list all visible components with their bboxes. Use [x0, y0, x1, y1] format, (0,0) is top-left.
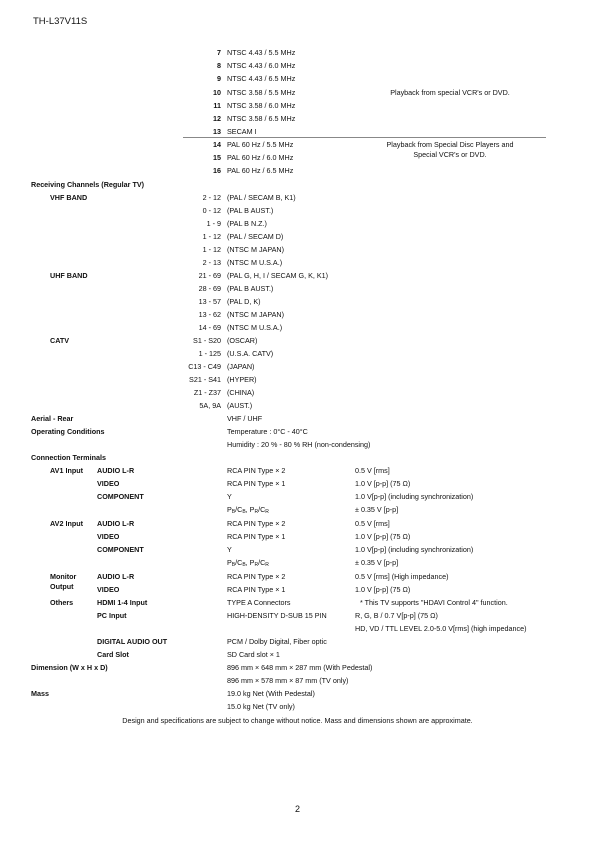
av2-video-spec: 1.0 V [p-p] (75 Ω) — [355, 532, 411, 541]
row-number: 15 — [213, 153, 221, 162]
av2-component-y: Y — [227, 545, 232, 554]
channel-range: 1 - 12 — [202, 232, 221, 241]
av1-audio-type: RCA PIN Type × 2 — [227, 466, 286, 475]
row-number: 9 — [217, 74, 221, 83]
uhf-band-label: UHF BAND — [50, 271, 88, 280]
row-system: PAL 60 Hz / 5.5 MHz — [227, 140, 294, 149]
av2-component-pbpr: $P_B/C_B$, $P_R/C_R$ — [227, 558, 269, 568]
channel-range: 13 - 62 — [198, 310, 221, 319]
channel-range: 21 - 69 — [198, 271, 221, 280]
av2-component-y-spec: 1.0 V[p-p] (including synchronization) — [355, 545, 474, 554]
operating-label: Operating Conditions — [31, 427, 105, 436]
channel-range: 13 - 57 — [198, 297, 221, 306]
channel-system: (PAL / SECAM D) — [227, 232, 284, 241]
channel-range: 5A, 9A — [199, 401, 221, 410]
table-divider — [183, 137, 546, 138]
hdmi-label: HDMI 1-4 Input — [97, 598, 148, 607]
channel-range: 2 - 12 — [202, 193, 221, 202]
channel-range: 0 - 12 — [202, 206, 221, 215]
av1-input-label: AV1 Input — [50, 466, 84, 475]
hdmi-type: TYPE A Connectors — [227, 598, 291, 607]
channel-system: (NTSC M U.S.A.) — [227, 258, 283, 267]
row-system: PAL 60 Hz / 6.5 MHz — [227, 166, 294, 175]
av2-audio-type: RCA PIN Type × 2 — [227, 519, 286, 528]
page-number: 2 — [294, 804, 300, 814]
channel-range: C13 - C49 — [188, 362, 221, 371]
pc-input-spec-rgb: R, G, B / 0.7 V[p-p] (75 Ω) — [355, 611, 438, 620]
dimension-label: Dimension (W x H x D) — [31, 663, 108, 672]
monitor-audio-spec: 0.5 V [rms] (High impedance) — [355, 572, 449, 581]
monitor-audio-label: AUDIO L-R — [97, 572, 135, 581]
monitor-video-label: VIDEO — [97, 585, 120, 594]
row-number: 8 — [217, 61, 221, 70]
model-header: TH-L37V11S — [33, 16, 88, 27]
av2-audio-label: AUDIO L-R — [97, 519, 135, 528]
row-number: 14 — [213, 140, 221, 149]
pc-input-type: HIGH-DENSITY D-SUB 15 PIN — [227, 611, 327, 620]
row-system: NTSC 4.43 / 5.5 MHz — [227, 48, 296, 57]
row-number: 16 — [213, 166, 221, 175]
card-slot-type: SD Card slot × 1 — [227, 650, 280, 659]
av1-video-spec: 1.0 V [p-p] (75 Ω) — [355, 479, 411, 488]
av2-video-type: RCA PIN Type × 1 — [227, 532, 286, 541]
channel-range: 14 - 69 — [198, 323, 221, 332]
digital-audio-type: PCM / Dolby Digital, Fiber optic — [227, 637, 327, 646]
others-label: Others — [50, 598, 74, 607]
row-system: NTSC 4.43 / 6.5 MHz — [227, 74, 296, 83]
channel-system: (NTSC M U.S.A.) — [227, 323, 283, 332]
dimension-with-pedestal: 896 mm × 648 mm × 287 mm (With Pedestal) — [227, 663, 373, 672]
av2-video-label: VIDEO — [97, 532, 120, 541]
monitor-video-spec: 1.0 V [p-p] (75 Ω) — [355, 585, 411, 594]
av2-component-pbpr-spec: ± 0.35 V [p-p] — [355, 558, 399, 567]
av2-component-label: COMPONENT — [97, 545, 144, 554]
row-system: PAL 60 Hz / 6.0 MHz — [227, 153, 294, 162]
dimension-tv-only: 896 mm × 578 mm × 87 mm (TV only) — [227, 676, 349, 685]
card-slot-label: Card Slot — [97, 650, 129, 659]
mass-label: Mass — [31, 689, 49, 698]
monitor-audio-type: RCA PIN Type × 2 — [227, 572, 286, 581]
channel-range: 1 - 125 — [198, 349, 221, 358]
av1-component-label: COMPONENT — [97, 492, 144, 501]
aerial-value: VHF / UHF — [227, 414, 263, 423]
channel-system: (PAL B AUST.) — [227, 206, 274, 215]
av2-audio-spec: 0.5 V [rms] — [355, 519, 390, 528]
channel-system: (CHINA) — [227, 388, 255, 397]
playback-note-vcr: Playback from special VCR's or DVD. — [390, 88, 510, 97]
row-number: 7 — [217, 48, 221, 57]
channel-range: 2 - 13 — [202, 258, 221, 267]
channel-system: (PAL B AUST.) — [227, 284, 274, 293]
channel-range: 1 - 12 — [202, 245, 221, 254]
av1-video-type: RCA PIN Type × 1 — [227, 479, 286, 488]
channel-system: (AUST.) — [227, 401, 253, 410]
av1-audio-label: AUDIO L-R — [97, 466, 135, 475]
playback-note-disc-line2: Special VCR's or DVD. — [413, 150, 487, 159]
channel-system: (OSCAR) — [227, 336, 258, 345]
monitor-label: Monitor — [50, 572, 77, 581]
catv-label: CATV — [50, 336, 70, 345]
digital-audio-label: DIGITAL AUDIO OUT — [97, 637, 168, 646]
monitor-video-type: RCA PIN Type × 1 — [227, 585, 286, 594]
av1-video-label: VIDEO — [97, 479, 120, 488]
output-label: Output — [50, 582, 74, 591]
row-system: SECAM I — [227, 127, 257, 136]
channel-system: (U.S.A. CATV) — [227, 349, 274, 358]
av1-component-y: Y — [227, 492, 232, 501]
mass-with-pedestal: 19.0 kg Net (With Pedestal) — [227, 689, 315, 698]
pc-input-spec-sync: HD, VD / TTL LEVEL 2.0-5.0 V[rms] (high impedance) — [355, 624, 527, 633]
channel-range: 28 - 69 — [198, 284, 221, 293]
disclaimer-note: Design and specifications are subject to change without notice. Mass and dimensions shown are approximate. — [122, 716, 473, 725]
channel-system: (PAL B N.Z.) — [227, 219, 267, 228]
channel-range: Z1 - Z37 — [193, 388, 221, 397]
playback-note-disc-line1: Playback from Special Disc Players and — [386, 140, 514, 149]
operating-humidity: Humidity : 20 % - 80 % RH (non-condensing) — [227, 440, 371, 449]
row-system: NTSC 3.58 / 6.0 MHz — [227, 101, 296, 110]
row-system: NTSC 4.43 / 6.0 MHz — [227, 61, 296, 70]
channel-system: (JAPAN) — [227, 362, 255, 371]
channel-range: S1 - S20 — [193, 336, 221, 345]
channel-system: (HYPER) — [227, 375, 257, 384]
row-number: 10 — [213, 88, 221, 97]
channel-system: (PAL / SECAM B, K1) — [227, 193, 296, 202]
pc-input-label: PC Input — [97, 611, 127, 620]
row-number: 12 — [213, 114, 221, 123]
av2-input-label: AV2 Input — [50, 519, 84, 528]
channel-range: S21 - S41 — [189, 375, 221, 384]
aerial-label: Aerial - Rear — [31, 414, 74, 423]
av1-component-pbpr-spec: ± 0.35 V [p-p] — [355, 505, 399, 514]
channel-system: (NTSC M JAPAN) — [227, 245, 284, 254]
hdmi-spec: * This TV supports "HDAVI Control 4" function. — [360, 598, 508, 607]
row-number: 11 — [213, 101, 221, 110]
row-system: NTSC 3.58 / 6.5 MHz — [227, 114, 296, 123]
av1-component-pbpr: $P_B/C_B$, $P_R/C_R$ — [227, 505, 269, 515]
connection-heading: Connection Terminals — [31, 453, 106, 462]
operating-temperature: Temperature : 0°C - 40°C — [227, 427, 308, 436]
channel-system: (PAL G, H, I / SECAM G, K, K1) — [227, 271, 329, 280]
row-number: 13 — [213, 127, 221, 136]
channel-system: (PAL D, K) — [227, 297, 261, 306]
channel-range: 1 - 9 — [206, 219, 221, 228]
av1-component-y-spec: 1.0 V[p-p] (including synchronization) — [355, 492, 474, 501]
channel-system: (NTSC M JAPAN) — [227, 310, 284, 319]
receiving-heading: Receiving Channels (Regular TV) — [31, 180, 145, 189]
row-system: NTSC 3.58 / 5.5 MHz — [227, 88, 296, 97]
vhf-band-label: VHF BAND — [50, 193, 88, 202]
mass-tv-only: 15.0 kg Net (TV only) — [227, 702, 295, 711]
av1-audio-spec: 0.5 V [rms] — [355, 466, 390, 475]
